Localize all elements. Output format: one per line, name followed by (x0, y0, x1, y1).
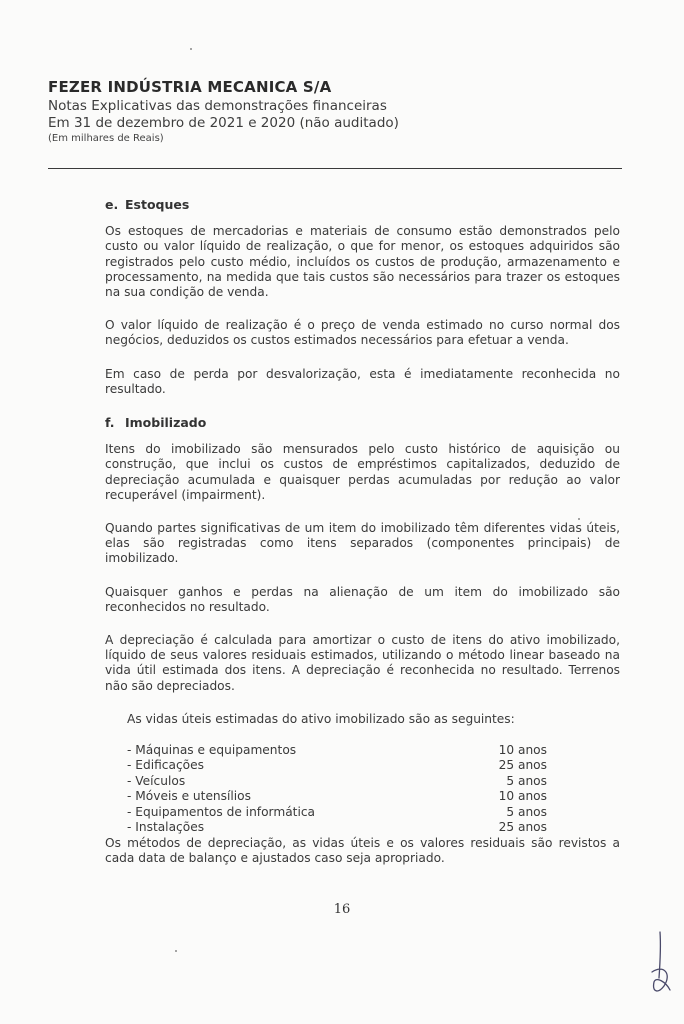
list-item (127, 805, 547, 820)
paragraph: Itens do imobilizado são mensurados pelo custo histórico de aquisição ou construção, que inclui os custos de empréstimos capitalizados, deduzido de depreciação acumulada e quaisquer perdas acumuladas por redução ao valor recuperável (impairment). (105, 442, 620, 502)
asset-name: - Equipamentos de informática (127, 804, 316, 819)
section-title-estoques (105, 197, 620, 212)
useful-lives-list (127, 743, 547, 835)
list-item (127, 758, 547, 773)
list-item (127, 774, 547, 789)
notes-body (105, 197, 620, 884)
document-period: Em 31 de dezembro de 2021 e 2020 (não auditado) (48, 115, 399, 131)
paragraph: Os estoques de mercadorias e materiais de consumo estão demonstrados pelo custo ou valor líquido de realização, o que for menor, os estoques adquiridos são registrados pelo custo médio, incluídos os custos de produção, armazenamento e processamento, na medida que tais custos são necessários para trazer os estoques na sua condição de venda. (105, 224, 620, 300)
page-number: 16 (333, 902, 351, 917)
paragraph: O valor líquido de realização é o preço de venda estimado no curso normal dos negócios, deduzidos os custos estimados necessários para efetuar a venda. (105, 318, 620, 348)
list-item (127, 789, 547, 804)
section-heading: Estoques (125, 197, 190, 212)
asset-name: - Veículos (127, 773, 186, 788)
section-letter: e. (105, 197, 119, 212)
header-divider (48, 168, 622, 169)
paragraph: A depreciação é calculada para amortizar o custo de itens do ativo imobilizado, líquido de seus valores residuais estimados, utilizando o método linear baseado na vida útil estimada dos itens. A depreciação é reconhecida no resultado. Terrenos não são depreciados. (105, 633, 620, 693)
section-heading: Imobilizado (125, 415, 207, 431)
list-item (127, 743, 547, 758)
asset-life: 10 anos (498, 789, 547, 804)
scan-artifact (190, 48, 192, 50)
scan-artifact (175, 950, 177, 952)
handwritten-signature (640, 930, 674, 1006)
section-title-imobilizado (105, 415, 620, 430)
currency-note: (Em milhares de Reais) (48, 133, 164, 144)
asset-life: 25 anos (498, 758, 547, 773)
asset-life: 10 anos (498, 743, 547, 758)
asset-life: 5 anos (506, 804, 547, 819)
asset-name: - Edificações (127, 758, 204, 773)
document-header (48, 78, 399, 144)
asset-name: - Máquinas e equipamentos (127, 743, 297, 758)
section-letter: f. (105, 415, 115, 431)
paragraph: Quaisquer ganhos e perdas na alienação de um item do imobilizado são reconhecidos no resultado. (105, 584, 620, 614)
asset-life: 25 anos (498, 820, 547, 835)
useful-lives-intro: As vidas úteis estimadas do ativo imobilizado são as seguintes: (127, 711, 515, 726)
asset-name: - Instalações (127, 820, 205, 835)
list-item (127, 820, 547, 835)
paragraph: Em caso de perda por desvalorização, esta é imediatamente reconhecida no resultado. (105, 366, 620, 396)
company-name: FEZER INDÚSTRIA MECANICA S/A (48, 78, 332, 96)
asset-name: - Móveis e utensílios (127, 789, 251, 804)
signature-mark (640, 930, 674, 1002)
document-subtitle: Notas Explicativas das demonstrações financeiras (48, 98, 387, 114)
closing-paragraph: Os métodos de depreciação, as vidas úteis e os valores residuais são revistos a cada data de balanço e ajustados caso seja apropriado. (105, 835, 620, 865)
scan-artifact (578, 518, 580, 520)
asset-life: 5 anos (506, 773, 547, 788)
paragraph: Quando partes significativas de um item do imobilizado têm diferentes vidas úteis, elas são registradas como itens separados (componentes principais) de imobilizado. (105, 521, 620, 566)
